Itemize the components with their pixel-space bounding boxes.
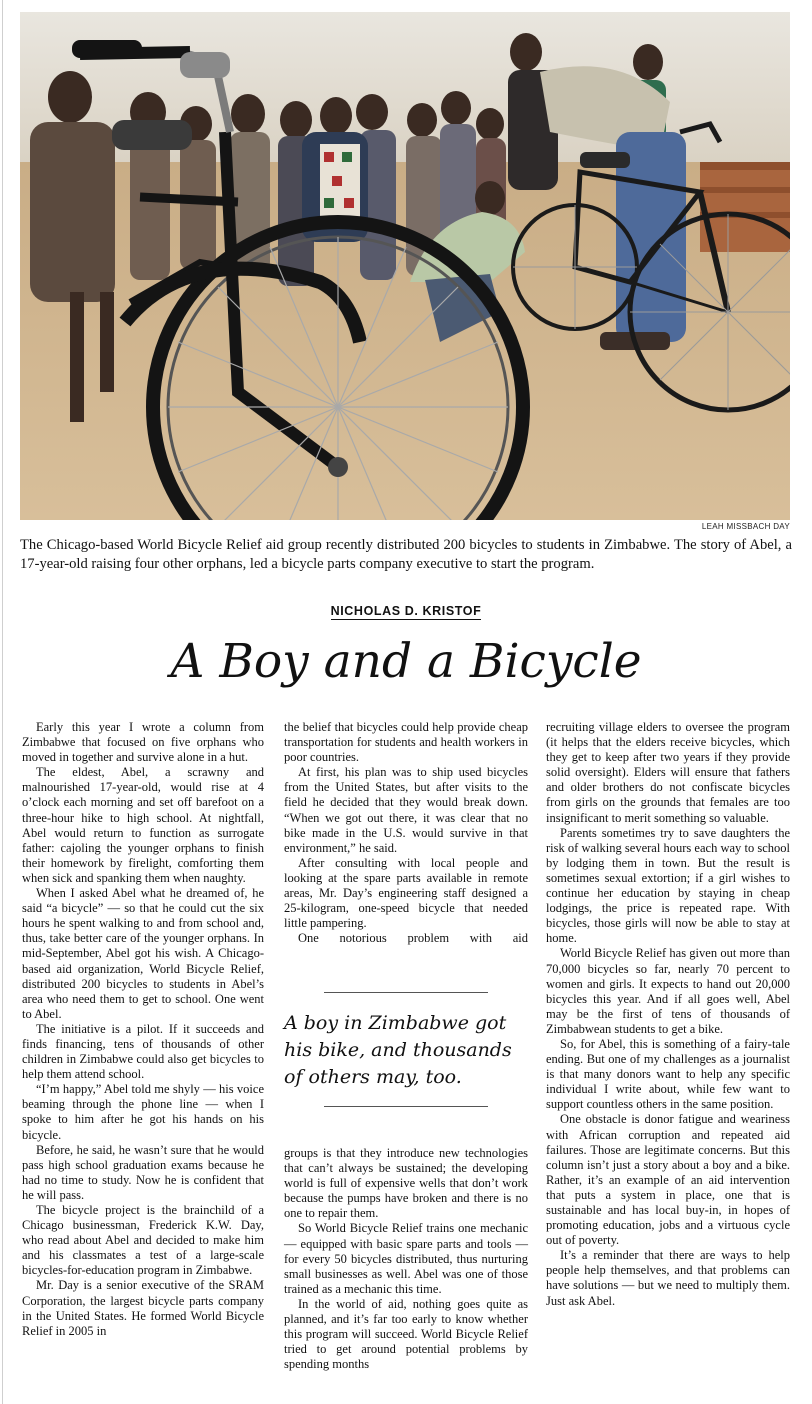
paragraph: Mr. Day is a senior executive of the SRAM Corporation, the largest bicycle parts company in the United States. He formed World Bicycle Relief in 2005 in: [22, 1278, 264, 1338]
paragraph: One notorious problem with aid: [298, 931, 528, 946]
paragraph: World Bicycle Relief has given out more than 70,000 bicycles so far, nearly 70 percent to women and girls. It expects to hand out 20,000 bicycles this year. And if all goes well, Abel may be the first of tens of thousands of Zimbabwean students to get a bike.: [546, 946, 790, 1036]
paragraph: Early this year I wrote a column from Zimbabwe that focused on five orphans who moved in together and survive alone in a hut.: [22, 720, 264, 765]
paragraph: groups is that they introduce new technologies that can’t always be sustained; the developing world is full of expensive wells that don’t work because the pumps have broken and there is no one to repair them.: [284, 1146, 528, 1221]
pull-quote-rule-top: [324, 992, 488, 993]
pull-quote: A boy in Zimbabwe got his bike, and thousands of others may, too.: [284, 1012, 512, 1088]
paragraph: The bicycle project is the brainchild of a Chicago businessman, Frederick K.W. Day, who read about Abel and decided to make him and his classmates a test of a large-scale bicycles-for-education program in Zimbabwe.: [22, 1203, 264, 1278]
paragraph: So, for Abel, this is something of a fairy-tale ending. But one of my challenges as a journalist is that many donors want to help any specific individual I write about, while few want to support countless others in the same position.: [546, 1036, 790, 1112]
column-2-bottom: [284, 1146, 528, 1372]
paragraph: After consulting with local people and looking at the spare parts available in remote areas, Mr. Day’s engineering staff designed a 25-kilogram, one-speed bicycle that needed little pampering.: [284, 855, 528, 931]
byline: [0, 604, 812, 618]
column-1: [22, 720, 264, 1339]
paragraph: the belief that bicycles could help provide cheap transportation for students and health workers in poor countries.: [284, 720, 528, 765]
paragraph: recruiting village elders to oversee the program (it helps that the elders receive bicycles, which they get to keep after two years if they provide solid oversight). Elders will ensure that fathers and older brothers do not confiscate bicycles from girls on the grounds that females are too insignificant to merit something so valuable.: [546, 720, 790, 825]
page-left-border: [2, 0, 3, 1404]
headline: A Boy and a Bicycle: [170, 634, 642, 689]
paragraph: The initiative is a pilot. If it succeeds and finds financing, tens of thousands of other children in Zimbabwe could also get bicycles to help them attend school.: [22, 1021, 264, 1082]
paragraph: It’s a reminder that there are ways to help people help themselves, and that problems can have solutions — but we need to multiply them. Just ask Abel.: [546, 1248, 790, 1308]
column-2-top: [284, 720, 528, 946]
paragraph: Parents sometimes try to save daughters the risk of walking several hours each way to school by lodging them in town. But the result is sometimes sexual extortion; if a girl wishes to continue her education by staying in cheap lodgings, the price is repeated rape. With bicycles, those girls will now be able to stay at home.: [546, 825, 790, 946]
column-3: [546, 720, 790, 1309]
paragraph: The eldest, Abel, a scrawny and malnourished 17-year-old, would rise at 4 o’clock each morning and set off barefoot on a three-hour hike to high school. At nightfall, Abel would return to function as surrogate father: cajoling the younger orphans to finish their homework by firelight, comforting them when sick and spanking them when naughty.: [22, 765, 264, 885]
paragraph: At first, his plan was to ship used bicycles from the United States, but after visits to the field he decided that they would break down. “When we got out there, it was clear that no bike made in the U.S. would survive in that environment,” he said.: [284, 765, 528, 855]
paragraph: One obstacle is donor fatigue and weariness with African corruption and repeated aid failures. Those are legitimate concerns. But this column isn’t just a story about a boy and a bike. Rather, it’s an example of an aid intervention that puts a system in place, one that is sustainable and has local buy-in, in hopes of promoting education, jobs and a virtuous cycle out of poverty.: [546, 1112, 790, 1248]
photo-caption: The Chicago-based World Bicycle Relief aid group recently distributed 200 bicycles to students in Zimbabwe. The story of Abel, a 17-year-old raising four other orphans, led a bicycle parts company executive to start the program.: [20, 537, 792, 572]
bicycle-photo: [20, 12, 790, 520]
paragraph: In the world of aid, nothing goes quite as planned, and it’s far too early to know whether this program will succeed. World Bicycle Relief tried to get around potential problems by spending months: [284, 1296, 528, 1372]
paragraph: When I asked Abel what he dreamed of, he said “a bicycle” — so that he could cut the six hours he spent walking to and from school and, thus, take better care of the younger orphans. In mid-September, Abel got his wish. A Chicago-based aid organization, World Bicycle Relief, distributed 200 bicycles to students in Abel’s area who need them to get to school. One went to Abel.: [22, 886, 264, 1021]
byline-text: NICHOLAS D. KRISTOF: [330, 604, 482, 618]
photo-credit: LEAH MISSBACH DAY: [701, 522, 790, 531]
paragraph: “I’m happy,” Abel told me shyly — his voice beaming through the phone line — when I spoke to him after he got his hands on his bicycle.: [22, 1082, 264, 1142]
paragraph: Before, he said, he wasn’t sure that he would pass high school graduation exams because he had no time to study. Now he is confident that he will pass.: [22, 1142, 264, 1202]
paragraph: So World Bicycle Relief trains one mechanic — equipped with basic spare parts and tools — for every 50 bicycles distributed, thus nurturing small businesses as well. Abel was one of those trained as a mechanic this time.: [284, 1221, 528, 1296]
pull-quote-rule-bottom: [324, 1106, 488, 1107]
